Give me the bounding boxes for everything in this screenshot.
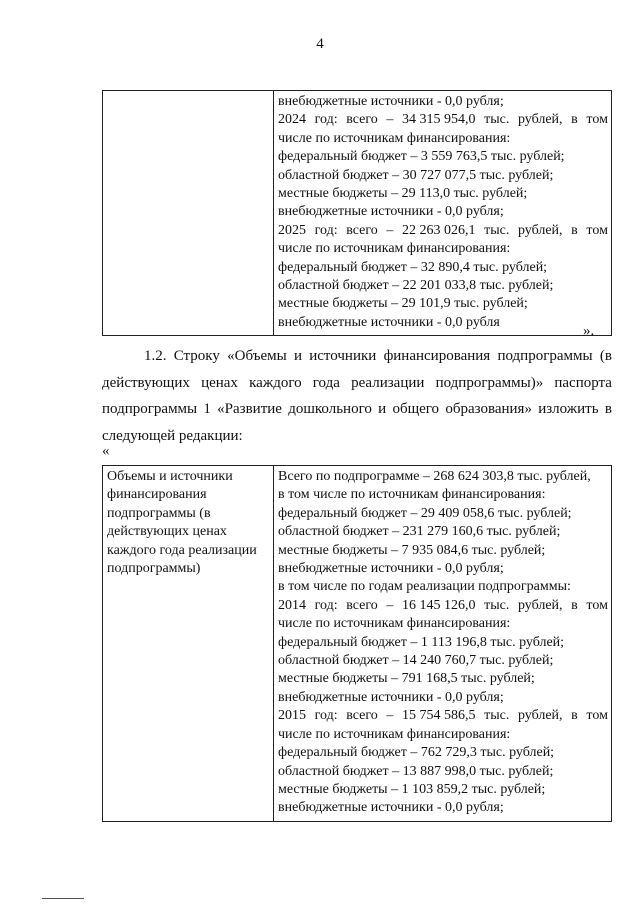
label-line: подпрограммы) [107, 561, 201, 577]
paragraph-line [102, 343, 612, 370]
text-line [278, 505, 608, 523]
word: рублей, [517, 708, 563, 724]
word: подпрограммы)» [435, 374, 544, 391]
word: каждого [249, 374, 302, 391]
word: подпрограммы [497, 348, 593, 364]
word: областной бюджет – 13 887 998,0 тыс. рублей; [278, 763, 554, 779]
table-label-cell-empty [103, 91, 274, 336]
text-line [278, 670, 608, 688]
word: тыс. [484, 222, 510, 238]
word: внебюджетные источники - 0,0 рубля; [278, 561, 504, 577]
word: числе по источникам финансирования: [278, 616, 511, 632]
word: в [571, 222, 578, 238]
funding-lines [278, 93, 608, 332]
text-line [278, 130, 608, 148]
text-line [278, 486, 608, 504]
word: и [293, 348, 302, 364]
label-line: Объемы и источники [107, 469, 233, 484]
text-line [278, 222, 608, 240]
word: в [571, 597, 578, 613]
word: – [386, 708, 394, 724]
word: в [571, 708, 578, 724]
text-line [278, 634, 608, 652]
text-line [278, 578, 608, 596]
label-line: действующих ценах [107, 524, 227, 540]
word: год: [314, 222, 338, 238]
word: в [571, 112, 578, 128]
word: числе по источникам финансирования: [278, 726, 511, 742]
word: следующей редакции: [102, 427, 243, 444]
funding-lines [278, 468, 608, 818]
text-line [278, 726, 608, 744]
word: – [386, 112, 394, 128]
text-line [278, 781, 608, 799]
text-line [278, 203, 608, 221]
paragraph-line [102, 396, 612, 423]
word: всего [346, 112, 378, 128]
text-line [278, 295, 608, 313]
text-line [278, 185, 608, 203]
word: областной бюджет – 14 240 760,7 тыс. рублей; [278, 653, 554, 669]
word: местные бюджеты – 29 113,0 тыс. рублей; [278, 186, 528, 202]
word: числе по источникам финансирования: [278, 241, 511, 257]
word: областной бюджет – 22 201 033,8 тыс. рублей; [278, 278, 554, 294]
word: внебюджетные источники - 0,0 рубля; [278, 800, 504, 816]
word: года [312, 374, 340, 391]
word: 2015 [278, 708, 306, 724]
word: дошкольного [288, 401, 372, 417]
word: внебюджетные источники - 0,0 рубля; [278, 94, 504, 109]
table-row [103, 91, 612, 336]
word: областной бюджет – 30 727 077,5 тыс. рублей; [278, 167, 554, 183]
word: местные бюджеты – 29 101,9 тыс. рублей; [278, 296, 528, 312]
text-line [278, 707, 608, 725]
word: (в [599, 348, 612, 364]
text-line [278, 799, 608, 817]
text-line [278, 148, 608, 166]
word: 2025 [278, 222, 306, 238]
word: всего [346, 597, 378, 613]
word: в том числе по источникам финансирования: [278, 487, 546, 503]
amendment-paragraph [102, 343, 612, 449]
word: паспорта [554, 374, 612, 391]
text-line [278, 277, 608, 295]
word: 1 [203, 401, 211, 417]
word: 22 263 026,1 [401, 222, 476, 238]
word: в [604, 401, 612, 417]
word: в том числе по годам реализации подпрограммы: [278, 579, 571, 595]
label-line: подпрограммы (в [107, 505, 211, 521]
word: 1.2. [144, 348, 167, 364]
table-value-cell [274, 91, 612, 336]
word: федеральный бюджет – 1 113 196,8 тыс. рублей; [278, 634, 565, 650]
word: рублей, [517, 222, 563, 238]
word: и [378, 401, 387, 417]
word: том [586, 222, 608, 238]
text-line [278, 468, 608, 486]
text-line [278, 542, 608, 560]
word: 16 145 126,0 [401, 597, 476, 613]
word: внебюджетные источники - 0,0 рубля; [278, 689, 504, 705]
word: источники [309, 348, 377, 364]
opening-quote: « [102, 443, 110, 459]
word: том [586, 708, 608, 724]
text-line [278, 93, 608, 111]
funding-label [107, 468, 270, 578]
word: федеральный бюджет – 762 729,3 тыс. рублей; [278, 745, 555, 761]
text-line [278, 652, 608, 670]
word: тыс. [484, 708, 510, 724]
word: рублей, [517, 597, 563, 613]
word: всего [346, 708, 378, 724]
word: том [586, 597, 608, 613]
word: Всего по подпрограмме – 268 624 303,8 тыс. рублей, [278, 469, 591, 484]
word: 34 315 954,0 [401, 112, 476, 128]
word: том [586, 112, 608, 128]
closing-quote: ». [583, 323, 595, 339]
table-row [103, 466, 612, 822]
word: год: [314, 708, 338, 724]
word: Строку [173, 348, 220, 364]
text-line [278, 744, 608, 762]
word: числе по источникам финансирования: [278, 130, 511, 146]
word: – [386, 597, 394, 613]
word: тыс. [484, 112, 510, 128]
word: год: [314, 597, 338, 613]
word: 2014 [278, 597, 306, 613]
word: год: [314, 112, 338, 128]
paragraph-line [102, 423, 612, 450]
word: действующих [102, 374, 190, 391]
word: «Объемы [227, 348, 287, 364]
word: общего [392, 401, 440, 417]
text-line [278, 167, 608, 185]
word: 2024 [278, 112, 306, 128]
word: тыс. [484, 597, 510, 613]
word: 15 754 586,5 [401, 708, 476, 724]
word: изложить [538, 401, 599, 417]
table-value-cell [274, 466, 612, 822]
funding-table-continuation [102, 90, 612, 336]
text-line [278, 259, 608, 277]
text-line [278, 240, 608, 258]
word: всего [346, 222, 378, 238]
footer-divider [42, 898, 84, 899]
text-line [278, 597, 608, 615]
text-line [278, 763, 608, 781]
text-line [278, 111, 608, 129]
text-line [278, 615, 608, 633]
label-line: финансирования [107, 487, 207, 503]
word: – [386, 222, 394, 238]
word: рублей, [517, 112, 563, 128]
word: подпрограммы [102, 401, 198, 417]
word: федеральный бюджет – 32 890,4 тыс. рублей; [278, 259, 548, 275]
table-label-cell [103, 466, 274, 822]
word: местные бюджеты – 791 168,5 тыс. рублей; [278, 671, 535, 687]
word: ценах [201, 374, 238, 391]
funding-table-subprogram [102, 465, 612, 822]
text-line [278, 523, 608, 541]
word: образования» [445, 401, 532, 417]
word: «Развитие [217, 401, 282, 417]
paragraph-line [102, 370, 612, 397]
word: федеральный бюджет – 3 559 763,5 тыс. рублей; [278, 149, 565, 165]
word: областной бюджет – 231 279 160,6 тыс. рублей; [278, 524, 561, 540]
word: внебюджетные источники - 0,0 рубля; [278, 204, 504, 220]
label-line: каждого года реализации [107, 542, 257, 558]
word: внебюджетные источники - 0,0 рубля [278, 314, 500, 330]
word: местные бюджеты – 7 935 084,6 тыс. рублей; [278, 542, 546, 558]
word: реализации [351, 374, 425, 391]
word: федеральный бюджет – 29 409 058,6 тыс. рублей; [278, 505, 572, 521]
page-number: 4 [316, 36, 324, 52]
text-line [278, 689, 608, 707]
word: финансирования [383, 348, 491, 364]
text-line [278, 560, 608, 578]
text-line [278, 314, 608, 332]
word: местные бюджеты – 1 103 859,2 тыс. рублей; [278, 781, 546, 797]
